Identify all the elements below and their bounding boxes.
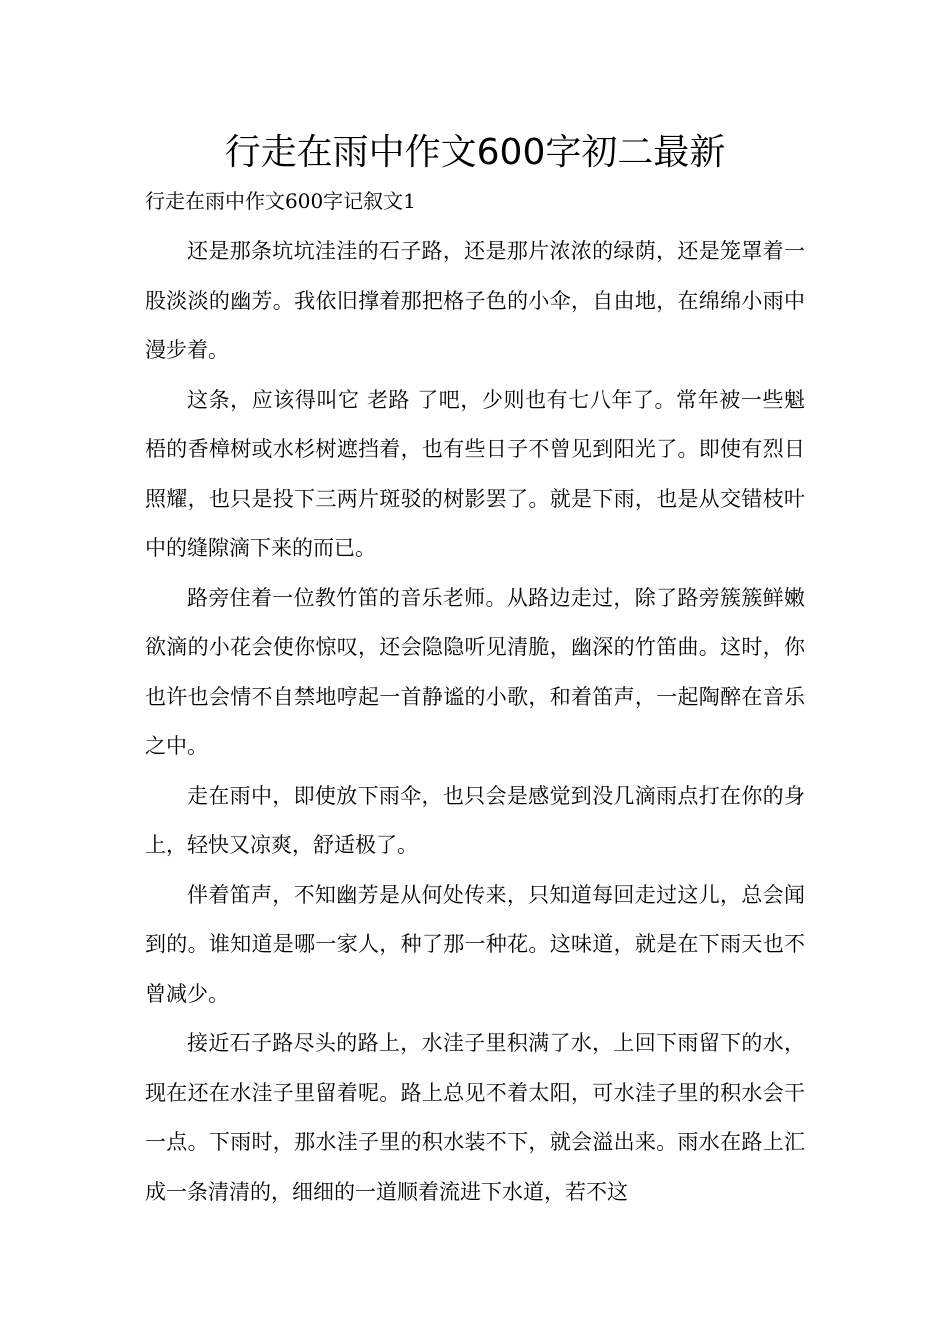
paragraph: 伴着笛声，不知幽芳是从何处传来，只知道每回走过这儿，总会闻到的。谁知道是哪一家人，种了那一种花。这味道，就是在下雨天也不曾减少。 — [145, 882, 805, 1006]
paragraph: 路旁住着一位教竹笛的音乐老师。从路边走过，除了路旁簇簇鲜嫩欲滴的小花会使你惊叹，还会隐隐听见清脆，幽深的竹笛曲。这时，你也许也会情不自禁地哼起一首静谧的小歌，和着笛声，一起陶醉在音乐之中。 — [145, 585, 805, 758]
paragraph: 走在雨中，即使放下雨伞，也只会是感觉到没几滴雨点打在你的身上，轻快又凉爽，舒适极了。 — [145, 783, 805, 857]
document-body — [145, 227, 805, 1217]
document-title: 行走在雨中作文600字初二最新 — [224, 132, 726, 173]
paragraph: 接近石子路尽头的路上，水洼子里积满了水，上回下雨留下的水，现在还在水洼子里留着呢。路上总见不着太阳，可水洼子里的积水会干一点。下雨时，那水洼子里的积水装不下，就会溢出来。雨水在路上汇成一条清清的，细细的一道顺着流进下水道，若不这 — [145, 1031, 805, 1204]
document-subtitle: 行走在雨中作文600字记叙文1 — [145, 189, 416, 213]
paragraph: 还是那条坑坑洼洼的石子路，还是那片浓浓的绿荫，还是笼罩着一股淡淡的幽芳。我依旧撑着那把格子色的小伞，自由地，在绵绵小雨中漫步着。 — [145, 239, 805, 362]
paragraph: 这条，应该得叫它 老路 了吧，少则也有七八年了。常年被一些魁梧的香樟树或水杉树遮挡着，也有些日子不曾见到阳光了。即使有烈日照耀，也只是投下三两片斑驳的树影罢了。就是下雨，也是从交错枝叶中的缝隙滴下来的而已。 — [145, 387, 805, 560]
